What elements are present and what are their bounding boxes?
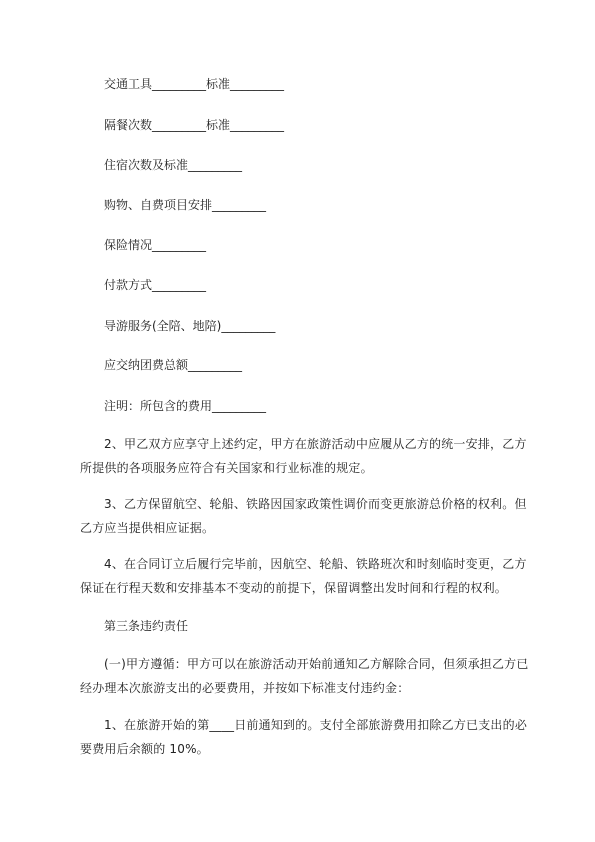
lodging-field: 住宿次数及标准_________ — [104, 158, 243, 172]
item-1-line-2: 要费用后余额的 10%。 — [80, 742, 209, 756]
clause-1-line-2: 经办理本次旅游支出的必要费用，并按如下标准支付违约金： — [80, 681, 410, 695]
transport-field: 交通工具_________标准_________ — [104, 77, 285, 91]
shopping-field: 购物、自费项目安排_________ — [104, 198, 267, 212]
total-fee-field: 应交纳团费总额_________ — [104, 358, 243, 372]
item-1 — [80, 713, 544, 761]
guide-field: 导游服务(全陪、地陪)_________ — [104, 319, 276, 333]
paragraph-4-line-2: 保证在行程天数和安排基本不变动的前提下，保留调整出发时间和行程的权利。 — [80, 581, 508, 595]
paragraph-2-line-1: 2、甲乙双方应享守上述约定，甲方在旅游活动中应履从乙方的统一安排，乙方 — [104, 437, 527, 451]
note-field: 注明：所包含的费用_________ — [104, 399, 267, 413]
payment-field: 付款方式_________ — [104, 278, 207, 292]
paragraph-3-line-2: 乙方应当提供相应证据。 — [80, 521, 215, 535]
article-3-title: 第三条违约责任 — [104, 619, 189, 633]
paragraph-4 — [80, 552, 544, 600]
clause-1 — [80, 652, 544, 700]
paragraph-4-line-1: 4、在合同订立后履行完毕前，因航空、轮船、铁路班次和时刻临时变更，乙方 — [104, 557, 527, 571]
insurance-field: 保险情况_________ — [104, 238, 207, 252]
meals-field: 隔餐次数_________标准_________ — [104, 118, 285, 132]
paragraph-2 — [80, 432, 544, 480]
paragraph-2-line-2: 所提供的各项服务应符合有关国家和行业标准的规定。 — [80, 461, 373, 475]
item-1-line-1: 1、在旅游开始的第____日前通知到的。支付全部旅游费用扣除乙方已支出的必 — [104, 718, 528, 732]
paragraph-3 — [80, 492, 544, 540]
clause-1-line-1: (一)甲方遵循：甲方可以在旅游活动开始前通知乙方解除合同，但须承担乙方已 — [104, 657, 529, 671]
paragraph-3-line-1: 3、乙方保留航空、轮船、铁路因国家政策性调价而变更旅游总价格的权利。但 — [104, 497, 527, 511]
